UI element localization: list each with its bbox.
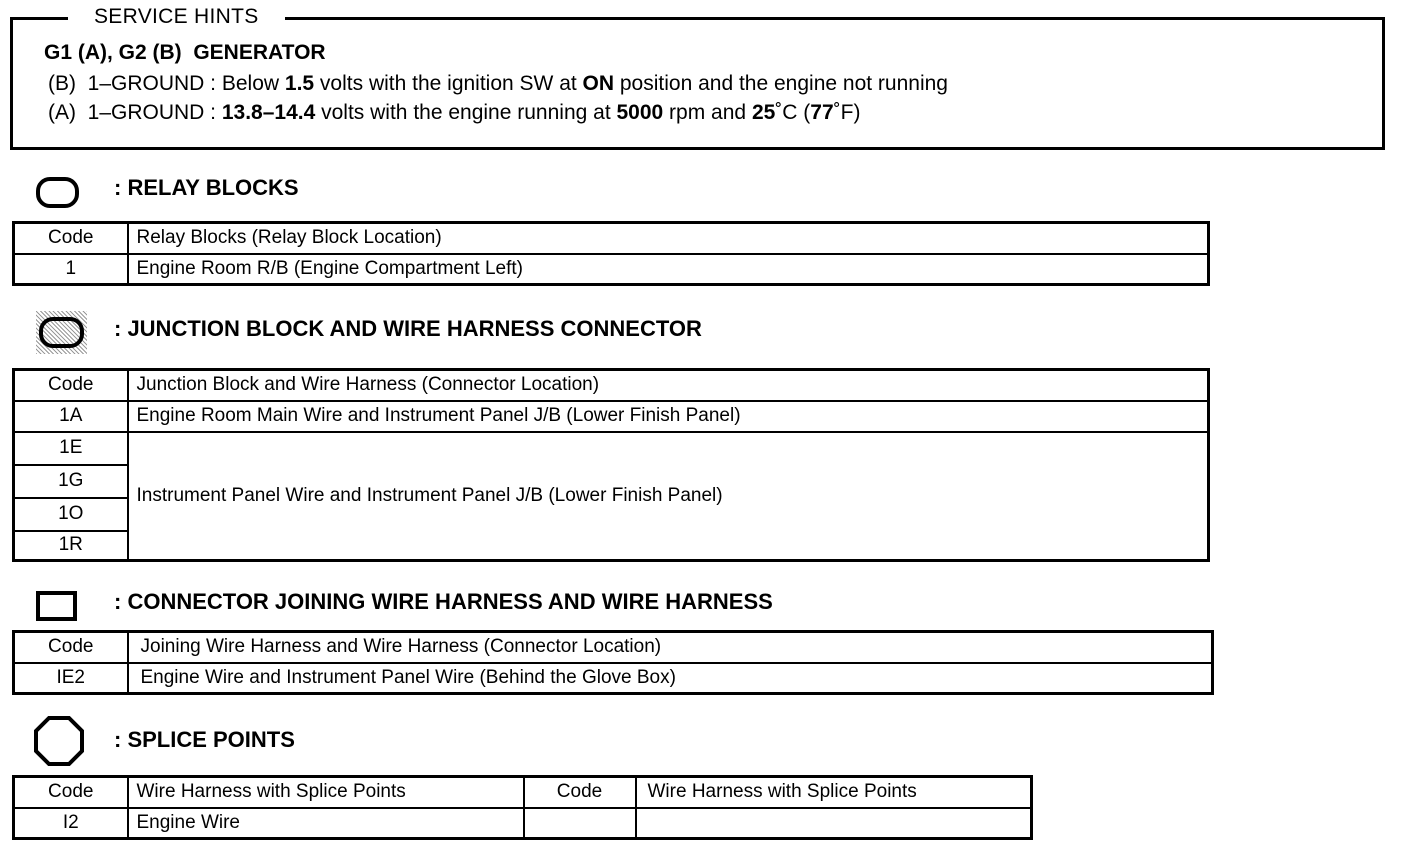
relay-blocks-table (12, 221, 1210, 286)
rounded-rect-icon (36, 177, 79, 208)
hint-line-b: (B) 1–GROUND : Below 1.5 volts with the ignition SW at ON position and the engine not running (48, 72, 948, 95)
row-desc-1: Engine Wire (128, 808, 524, 839)
table-row (14, 254, 1209, 285)
row-desc: Engine Room R/B (Engine Compartment Left) (128, 254, 1209, 285)
service-hints-title: SERVICE HINTS (68, 5, 285, 29)
table-header-row (14, 223, 1209, 254)
table-row (14, 808, 1032, 839)
header-code-2: Code (524, 777, 636, 808)
header-desc: Joining Wire Harness and Wire Harness (Connector Location) (128, 632, 1213, 663)
connector-joining-table (12, 630, 1214, 695)
header-code: Code (14, 370, 128, 401)
header-desc: Junction Block and Wire Harness (Connector Location) (128, 370, 1209, 401)
connector-joining-title: : CONNECTOR JOINING WIRE HARNESS AND WIRE HARNESS (114, 589, 773, 614)
table-header-row (14, 632, 1213, 663)
table-header-row (14, 370, 1209, 401)
relay-blocks-title: : RELAY BLOCKS (114, 175, 299, 200)
row-code: IE2 (14, 663, 128, 694)
row-code-2 (524, 808, 636, 839)
header-desc-2: Wire Harness with Splice Points (636, 777, 1032, 808)
row-code: 1O (14, 498, 128, 531)
splice-points-title: : SPLICE POINTS (114, 727, 295, 752)
row-code: 1R (14, 531, 128, 561)
table-row (14, 401, 1209, 432)
table-header-row (14, 777, 1032, 808)
row-code: 1A (14, 401, 128, 432)
table-row (14, 663, 1213, 694)
header-code: Code (14, 223, 128, 254)
hint-line-a: (A) 1–GROUND : 13.8–14.4 volts with the engine running at 5000 rpm and 25˚C (77˚F) (48, 101, 861, 124)
row-code: 1E (14, 432, 128, 465)
square-icon (36, 591, 77, 621)
row-desc-2 (636, 808, 1032, 839)
splice-points-table (12, 775, 1033, 840)
row-code: 1G (14, 465, 128, 498)
row-code: 1 (14, 254, 128, 285)
table-row (14, 432, 1209, 465)
header-code-1: Code (14, 777, 128, 808)
row-desc: Engine Wire and Instrument Panel Wire (Behind the Glove Box) (128, 663, 1213, 694)
row-desc-merged: Instrument Panel Wire and Instrument Panel J/B (Lower Finish Panel) (128, 432, 1209, 561)
row-code-1: I2 (14, 808, 128, 839)
junction-block-table (12, 368, 1210, 562)
generator-heading: G1 (A), G2 (B) GENERATOR (44, 41, 326, 64)
octagon-icon (33, 715, 85, 767)
header-desc-1: Wire Harness with Splice Points (128, 777, 524, 808)
row-desc: Engine Room Main Wire and Instrument Panel J/B (Lower Finish Panel) (128, 401, 1209, 432)
shaded-rounded-rect-icon (36, 311, 87, 354)
header-code: Code (14, 632, 128, 663)
junction-block-title: : JUNCTION BLOCK AND WIRE HARNESS CONNECTOR (114, 316, 702, 341)
header-desc: Relay Blocks (Relay Block Location) (128, 223, 1209, 254)
